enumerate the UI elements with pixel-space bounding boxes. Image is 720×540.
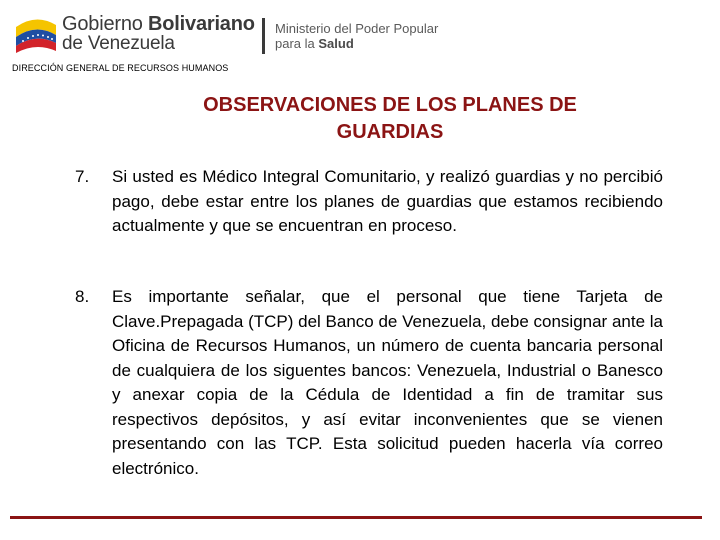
gov-line1: [62, 14, 255, 34]
logo-separator: [262, 18, 265, 54]
gov-line1-bold: Bolivariano: [148, 13, 255, 35]
ministry-line2: [275, 36, 438, 51]
list-item-number: 7.: [75, 167, 90, 186]
list-item: [75, 165, 663, 239]
page-title: [140, 92, 640, 146]
list-item-number: 8.: [75, 287, 90, 306]
title-line1: OBSERVACIONES DE LOS PLANES DE: [203, 94, 577, 116]
ministry-line2-bold: Salud: [318, 36, 354, 51]
list-item: [75, 285, 663, 481]
footer-divider: [10, 516, 702, 519]
ministry-line2-normal: para la: [275, 36, 319, 51]
header: [0, 0, 720, 78]
title-line2: GUARDIAS: [336, 121, 444, 143]
ministry-text: [275, 21, 438, 51]
list-item-text: Es importante señalar, que el personal que tiene Tarjeta de Clave.Prepagada (TCP) del Banco de Venezuela, debe consignar ante la Oficina de Recursos Humanos, un número de cuenta bancaria personal de cualquiera de los siguentes bancos: Venezuela, Industrial o Banesco y anexar copia de la Cédula de Identidad a fin de tramitar sus respectivos depósitos, y así evitar inconvenientes que se vienen presentando con las TCP. Esta solicitud pueden hacerla vía correo electrónico.: [112, 287, 663, 478]
government-logo-text: [62, 14, 255, 54]
venezuela-flag-icon: [14, 13, 58, 53]
department-label: DIRECCIÓN GENERAL DE RECURSOS HUMANOS: [12, 63, 229, 73]
list-item-text: Si usted es Médico Integral Comunitario, y realizó guardias y no percibió pago, debe estar entre los planes de guardias que estamos recibiendo actualmente y que se encuentran en proceso.: [112, 167, 663, 235]
ministry-line1: Ministerio del Poder Popular: [275, 21, 439, 36]
gov-line2: de Venezuela: [62, 33, 175, 54]
gov-line1-normal: Gobierno: [62, 13, 149, 35]
